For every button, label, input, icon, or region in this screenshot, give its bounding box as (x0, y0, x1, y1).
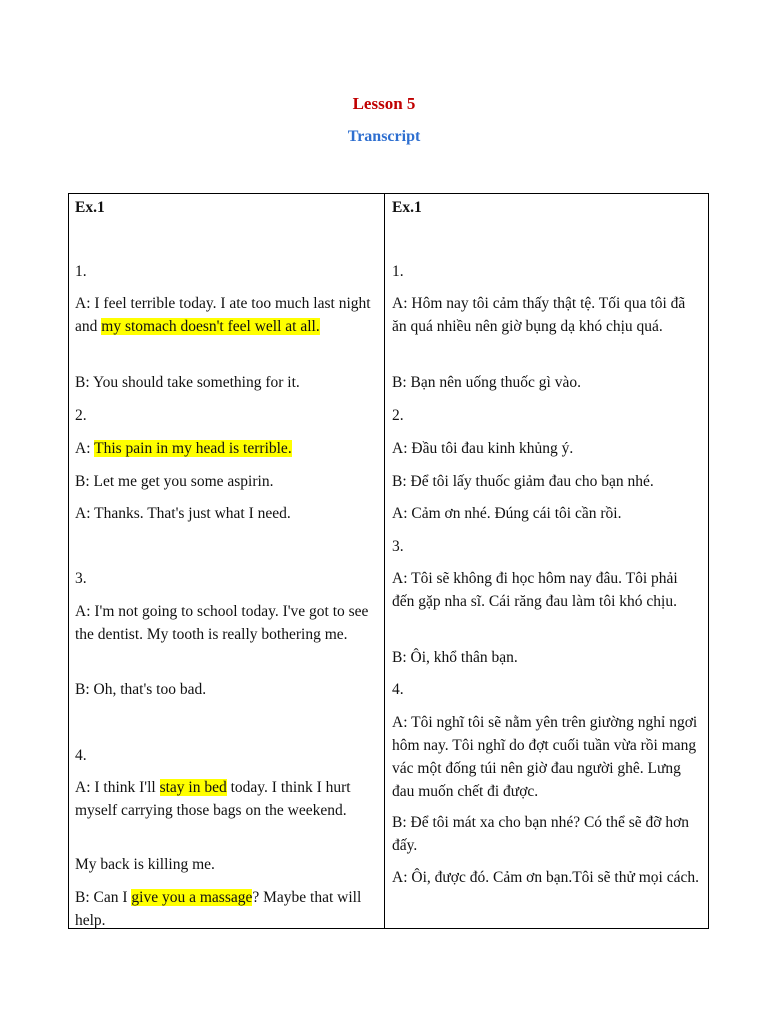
english-exercise-heading: Ex.1 (75, 199, 105, 216)
text-segment: ? Maybe that will help. (75, 889, 362, 929)
english-dialogue-4-line-a-cont: My back is killing me. (75, 856, 215, 873)
vietnamese-dialogue-4-line-a2: A: Ôi, được đó. Cảm ơn bạn.Tôi sẽ thử mọi cách. (392, 869, 699, 886)
column-divider (384, 194, 385, 928)
vietnamese-dialogue-4-line-b: B: Để tôi mát xa cho bạn nhé? Có thể sẽ đỡ hơn đấy. (392, 814, 690, 854)
vietnamese-dialogue-2-line-a2: A: Cảm ơn nhé. Đúng cái tôi cần rồi. (392, 505, 622, 522)
highlighted-phrase: stay in bed (159, 779, 227, 796)
text-segment: A: I think I'll (75, 779, 160, 796)
vietnamese-dialogue-1-line-a: A: Hôm nay tôi cảm thấy thật tệ. Tối qua tôi đã ăn quá nhiều nên giờ bụng dạ khó chịu quá. (392, 295, 686, 335)
english-dialogue-2-line-a2: A: Thanks. That's just what I need. (75, 505, 291, 522)
vietnamese-dialogue-1-number: 1. (392, 263, 404, 280)
vietnamese-dialogue-2-line-a: A: Đầu tôi đau kinh khủng ý. (392, 440, 574, 457)
english-dialogue-3-line-a: A: I'm not going to school today. I've got to see the dentist. My tooth is really bothering me. (75, 603, 369, 643)
vietnamese-dialogue-3-line-b: B: Ôi, khổ thân bạn. (392, 649, 518, 666)
english-dialogue-2-number: 2. (75, 407, 87, 424)
english-dialogue-2-line-b: B: Let me get you some aspirin. (75, 473, 274, 490)
vietnamese-dialogue-2-line-b: B: Để tôi lấy thuốc giảm đau cho bạn nhé. (392, 473, 654, 490)
vietnamese-dialogue-3-number: 3. (392, 538, 404, 555)
english-dialogue-3-line-b: B: Oh, that's too bad. (75, 681, 207, 698)
english-dialogue-1-line-a (75, 292, 377, 338)
english-dialogue-1-number: 1. (75, 263, 87, 280)
vietnamese-dialogue-1-line-b: B: Bạn nên uống thuốc gì vào. (392, 374, 581, 391)
lesson-title: Lesson 5 (352, 94, 416, 113)
english-dialogue-2-line-a (75, 437, 377, 460)
text-segment: today. I think I hurt myself carrying those bags on the weekend. (75, 779, 351, 819)
english-dialogue-4-line-a (75, 776, 377, 822)
text-segment: A: (75, 440, 95, 457)
vietnamese-exercise-heading: Ex.1 (392, 199, 422, 216)
english-dialogue-1-line-b: B: You should take something for it. (75, 374, 300, 391)
highlighted-phrase: This pain in my head is terrible. (94, 440, 292, 457)
english-dialogue-3-number: 3. (75, 570, 87, 587)
transcript-table (68, 193, 709, 929)
vietnamese-dialogue-3-line-a: A: Tôi sẽ không đi học hôm nay đâu. Tôi phải đến gặp nha sĩ. Cái răng đau làm tôi khó chịu. (392, 570, 678, 610)
highlighted-phrase: give you a massage (131, 889, 253, 906)
text-segment: A: I feel terrible today. I ate too much last night and (75, 295, 371, 335)
english-dialogue-4-number: 4. (75, 747, 87, 764)
transcript-subtitle: Transcript (347, 128, 421, 145)
vietnamese-dialogue-4-line-a: A: Tôi nghĩ tôi sẽ nằm yên trên giường nghỉ ngơi hôm nay. Tôi nghĩ do đợt cuối tuần vừa rồi mang vác một đống túi nên giờ đau người ghê. Lưng đau muốn chết đi được. (392, 714, 698, 800)
vietnamese-dialogue-2-number: 2. (392, 407, 404, 424)
vietnamese-dialogue-4-number: 4. (392, 681, 404, 698)
highlighted-phrase: my stomach doesn't feel well at all. (101, 318, 320, 335)
english-dialogue-4-line-b (75, 886, 377, 932)
text-segment: B: Can I (75, 889, 132, 906)
